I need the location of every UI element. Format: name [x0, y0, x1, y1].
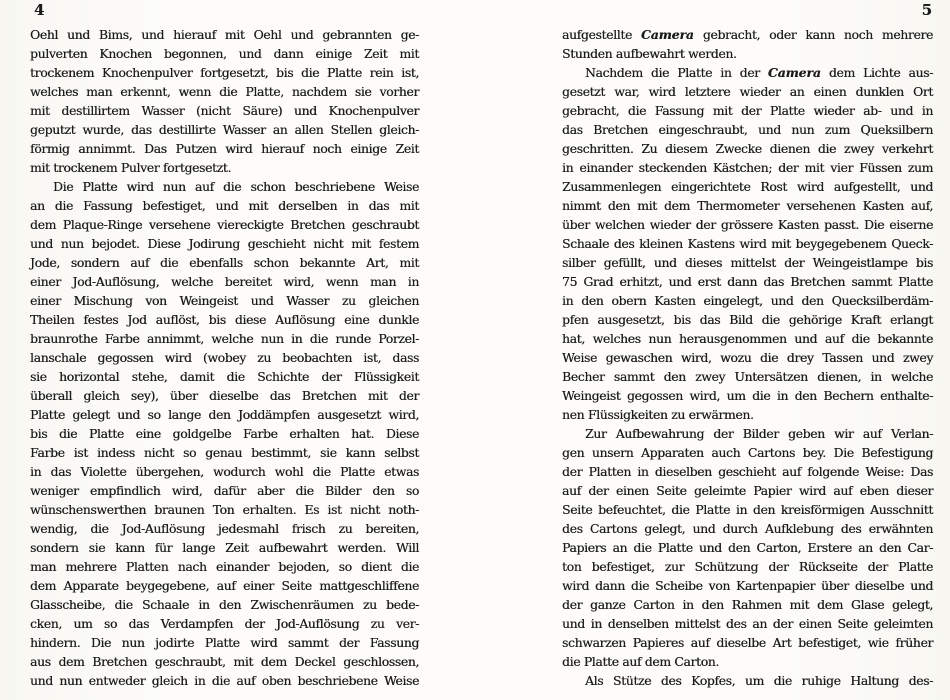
text-line: 75 Grad erhitzt, und erst dann das Bretchen sammt Platte	[562, 274, 933, 289]
text-line: in einander steckenden Kästchen; der mit vier Füssen zum	[562, 160, 933, 175]
text-segment: dem Lichte aus-	[820, 65, 933, 80]
page-5	[562, 0, 933, 700]
text-line: Theilen festes Jod auflöst, bis diese Auflösung eine dunkle	[30, 312, 419, 327]
text-line: in das Violette übergehen, wodurch wohl die Platte etwas	[30, 464, 419, 479]
text-line: Oehl und Bims, und hierauf mit Oehl und gebrannten ge-	[30, 27, 419, 42]
text-line: Zur Aufbewahrung der Bilder geben wir auf Verlan-	[585, 426, 933, 441]
text-line: Die Platte wird nun auf die schon beschriebene Weise	[53, 179, 419, 194]
emphasis-text: Camera	[640, 27, 694, 42]
text-segment: aufgestellte	[562, 27, 641, 42]
text-segment: Nachdem die Platte in der	[585, 65, 768, 80]
text-line: Glasscheibe, die Schaale in den Zwischenräumen zu bede-	[30, 597, 419, 612]
text-line: geputzt wurde, das destillirte Wasser an allen Stellen gleich-	[30, 122, 419, 137]
text-line: der ganze Carton in den Rahmen mit dem Glase gelegt,	[562, 597, 933, 612]
text-line: der Platten in dieselben geschieht auf folgende Weise: Das	[562, 464, 933, 479]
text-line: hindern. Die nun jodirte Platte wird sammt der Fassung	[30, 635, 419, 650]
text-line: Zusammenlegen eingerichtete Rost wird aufgestellt, und	[562, 179, 933, 194]
text-line: Seite befeuchtet, die Platte in den kreisförmigen Ausschnitt	[562, 502, 933, 517]
text-line: und nun entweder gleich in die auf oben beschriebene Weise	[30, 673, 419, 688]
text-line: Schaale des kleinen Kastens wird mit beygegebenem Queck-	[562, 236, 933, 251]
text-line: Papiers an die Platte und den Carton, Erstere an den Car-	[562, 540, 933, 555]
text-line: gen unsern Apparaten auch Cartons bey. Die Befestigung	[562, 445, 933, 460]
text-line: pulverten Knochen begonnen, und dann einige Zeit mit	[30, 46, 419, 61]
text-line: Weingeist gegossen wird, um die in den Bechern enthalte-	[562, 388, 933, 403]
text-line: nimmt den mit dem Thermometer versehenen Kasten auf,	[562, 198, 933, 213]
text-line: Farbe ist indess nicht so genau bestimmt, sie kann selbst	[30, 445, 419, 460]
text-line: überall gleich sey), über dieselbe das Bretchen mit der	[30, 388, 419, 403]
text-line: aus dem Bretchen geschraubt, mit dem Deckel geschlossen,	[30, 654, 419, 669]
text-line: die Platte auf dem Carton.	[562, 654, 719, 669]
text-line: auf der einen Seite geleimte Papier wird auf eben dieser	[562, 483, 933, 498]
text-line: Weise gewaschen wird, wozu die drey Tassen und zwey	[562, 350, 933, 365]
page-5-text-block	[562, 25, 933, 690]
text-segment: gebracht, oder kann noch mehrere	[693, 27, 933, 42]
text-line: sondern sie kann für lange Zeit aufbewahrt werden. Will	[30, 540, 419, 555]
text-line: gesetzt war, wird letztere wieder an einen dunklen Ort	[562, 84, 933, 99]
text-line: schwarzen Papieres auf dieselbe Art befestiget, wie früher	[562, 635, 933, 650]
text-line: einer Jod-Auflösung, welche bereitet wird, wenn man in	[30, 274, 419, 289]
text-line: und in denselben mittelst des an der einen Seite geleimten	[562, 616, 933, 631]
text-line: wünschenswerthen braunen Ton erhalten. Es ist nicht noth-	[30, 502, 419, 517]
text-line: mit trockenem Pulver fortgesetzt.	[30, 160, 232, 175]
text-line	[562, 63, 933, 82]
text-line: cken, um so das Verdampfen der Jod-Auflösung zu ver-	[30, 616, 419, 631]
page-4-text-block	[30, 25, 419, 690]
emphasis-text: Camera	[767, 65, 821, 80]
text-line: gebracht, die Fassung mit der Platte wieder ab- und in	[562, 103, 933, 118]
text-line: einer Mischung von Weingeist und Wasser zu gleichen	[30, 293, 419, 308]
text-line: braunrothe Farbe annimmt, welche nun in die runde Porzel-	[30, 331, 419, 346]
text-line: pfen ausgesetzt, bis das Bild die gehörige Kraft erlangt	[562, 312, 933, 327]
text-line: sie horizontal stehe, damit die Schichte der Flüssigkeit	[30, 369, 419, 384]
text-line: man mehrere Platten nach einander bejoden, so dient die	[30, 559, 419, 574]
text-line: ton befestiget, zur Schützung der Rückseite der Platte	[562, 559, 933, 574]
text-line: das Bretchen eingeschraubt, und nun zum Queksilbern	[562, 122, 933, 137]
text-line: in den obern Kasten eingelegt, und den Quecksilberdäm-	[562, 293, 933, 308]
text-line: über welchen wieder der grössere Kasten passt. Die eiserne	[562, 217, 933, 232]
text-line: des Cartons gelegt, und durch Aufklebung des erwähnten	[562, 521, 933, 536]
text-line: und nun bejodet. Diese Jodirung geschieht nicht mit festem	[30, 236, 419, 251]
text-line: an die Fassung befestiget, und mit derselben in das mit	[30, 198, 419, 213]
text-line: wendig, die Jod-Auflösung jedesmahl frisch zu bereiten,	[30, 521, 419, 536]
text-line	[562, 25, 933, 44]
text-line: hat, welches nun herausgenommen und auf die bekannte	[562, 331, 933, 346]
page-4	[30, 0, 419, 700]
text-line: bis die Platte eine goldgelbe Farbe erhalten hat. Diese	[30, 426, 419, 441]
text-line: Als Stütze des Kopfes, um die ruhige Haltung des-	[585, 673, 933, 688]
text-line: förmig annimmt. Das Putzen wird hierauf noch einige Zeit	[30, 141, 419, 156]
text-line: Stunden aufbewahrt werden.	[562, 46, 737, 61]
text-line: silber gefüllt, und dieses mittelst der Weingeistlampe bis	[562, 255, 933, 270]
page-number-left: 4	[34, 1, 45, 19]
text-line: welches man erkennt, wenn die Platte, nachdem sie vorher	[30, 84, 419, 99]
text-line: Platte gelegt und so lange den Joddämpfen ausgesetzt wird,	[30, 407, 419, 422]
text-line: dem Plaque-Ringe versehene viereckigte Bretchen geschraubt	[30, 217, 419, 232]
text-line: weniger empfindlich wird, dafür aber die Bilder den so	[30, 483, 419, 498]
text-line: wird dann die Scheibe von Kartenpapier über dieselbe und	[562, 578, 933, 593]
text-line: Jode, sondern auf die ebenfalls schon bekannte Art, mit	[30, 255, 419, 270]
text-line: trockenem Knochenpulver fortgesetzt, bis die Platte rein ist,	[30, 65, 419, 80]
text-line: mit destillirtem Wasser (nicht Säure) und Knochenpulver	[30, 103, 419, 118]
text-line: geschritten. Zu diesem Zwecke dienen die zwey verkehrt	[562, 141, 933, 156]
text-line: dem Apparate beygegebene, auf einer Seite mattgeschliffene	[30, 578, 419, 593]
text-line: lanschale gegossen wird (wobey zu beobachten ist, dass	[30, 350, 419, 365]
text-line: nen Flüssigkeiten zu erwärmen.	[562, 407, 754, 422]
page-number-right: 5	[921, 1, 932, 19]
text-line: Becher sammt den zwey Untersätzen dienen, in welche	[562, 369, 933, 384]
